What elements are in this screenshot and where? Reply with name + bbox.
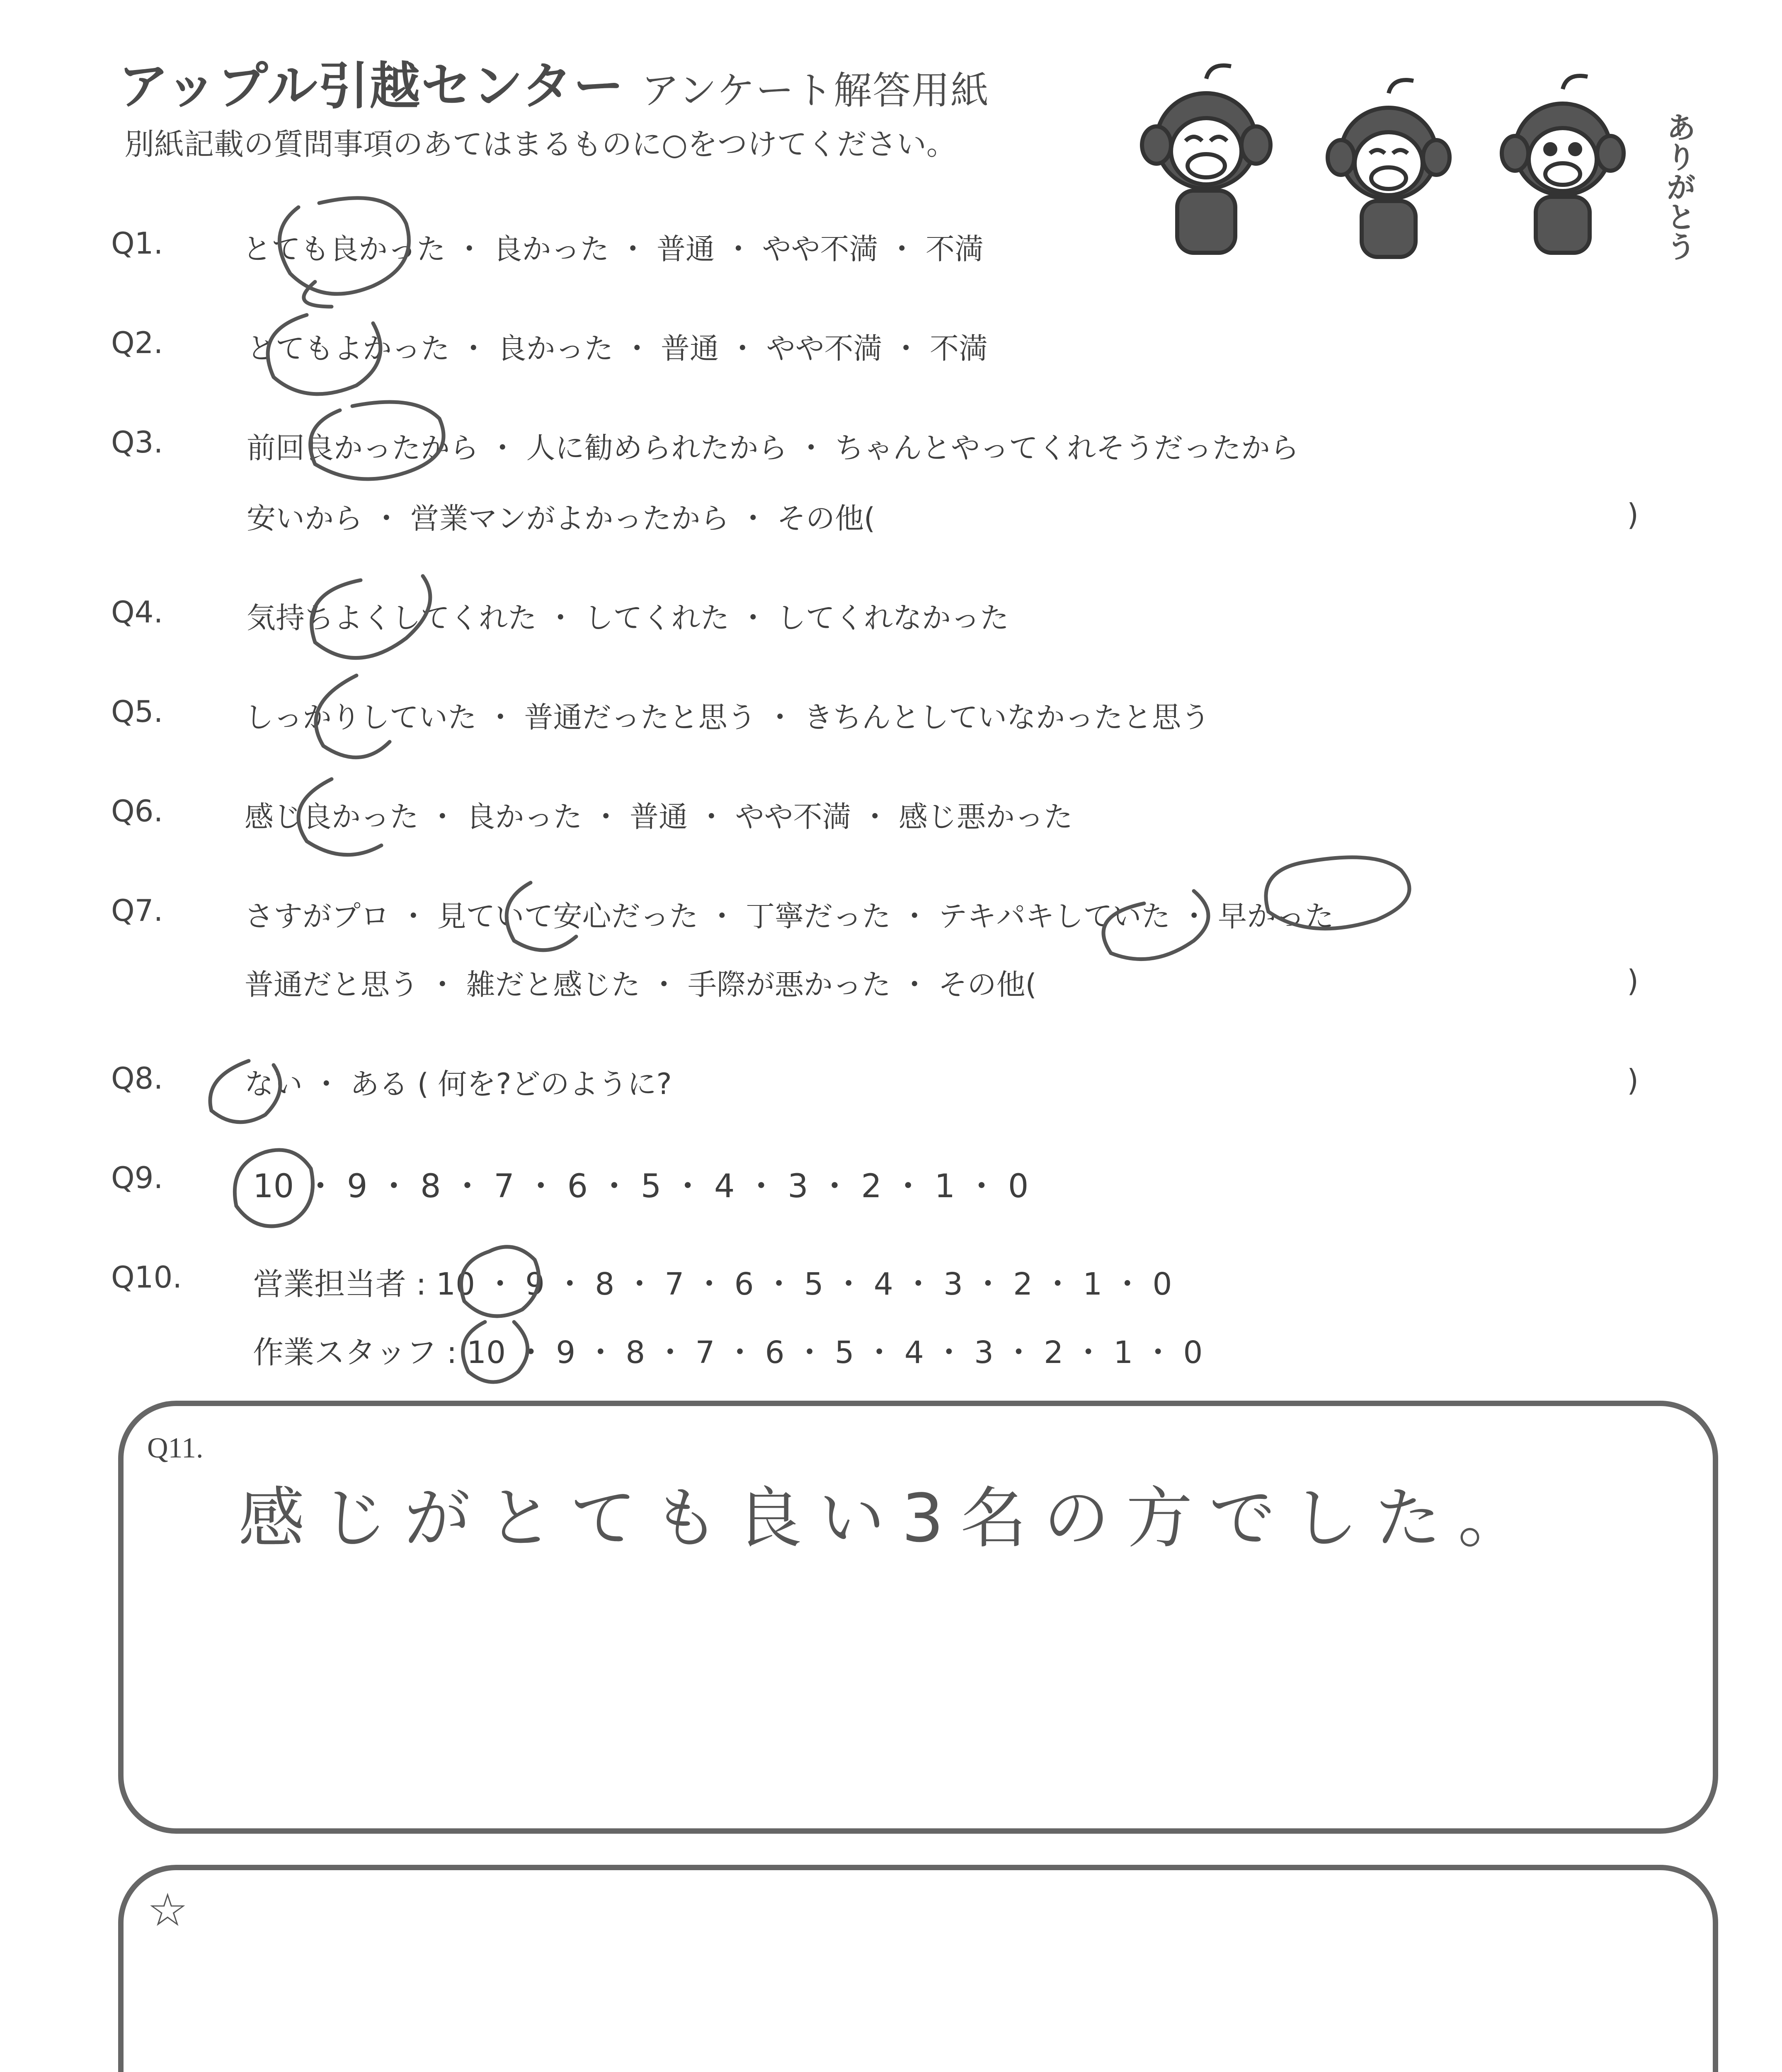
q9-circle-mark <box>235 1150 313 1226</box>
q1-options: とても良かった ・ 良かった ・ 普通 ・ やや不満 ・ 不満 <box>242 232 984 266</box>
q8-options: ない ・ ある ( 何を?どのように? <box>245 1067 672 1101</box>
mascot-text: ありがとう <box>1661 112 1696 261</box>
q8-close-paren: ) <box>1627 1063 1639 1098</box>
form-subtitle: アンケート解答用紙 <box>641 68 990 113</box>
q2-options: とてもよかった ・ 良かった ・ 普通 ・ やや不満 ・ 不満 <box>247 332 988 366</box>
q5-circle-mark <box>316 675 390 758</box>
q1-circle-mark <box>279 198 409 294</box>
q8-circle-mark <box>210 1061 280 1122</box>
q2-circle-mark <box>268 315 381 394</box>
q7-circle-mark-2 <box>1103 891 1208 959</box>
q8-label: Q8. <box>111 1061 163 1096</box>
q3-close-paren: ) <box>1627 497 1639 532</box>
q3-circle-mark <box>310 402 444 479</box>
q5-options: しっかりしていた ・ 普通だったと思う ・ きちんとしていなかったと思う <box>245 700 1210 734</box>
instruction-text: 別紙記載の質問事項のあてはまるものに○をつけてください。 <box>124 127 956 162</box>
q7-circle-mark-3 <box>1266 857 1409 929</box>
q4-circle-mark <box>312 576 430 658</box>
q10-label: Q10. <box>111 1260 182 1295</box>
q3-label: Q3. <box>111 425 163 460</box>
q4-options: 気持ちよくしてくれた ・ してくれた ・ してくれなかった <box>247 601 1009 635</box>
q7-label: Q7. <box>111 893 163 928</box>
q11-label: Q11. <box>147 1432 204 1464</box>
q6-circle-mark <box>298 779 381 855</box>
q7-options-line1: さすがプロ ・ 見ていて安心だった ・ 丁寧だった ・ テキパキしていた ・ 早かった <box>245 899 1334 933</box>
q7-close-paren: ) <box>1627 963 1639 998</box>
star-icon: ☆ <box>147 1883 188 1936</box>
q9-label: Q9. <box>111 1160 163 1195</box>
q10-sales-circle-mark <box>461 1247 539 1316</box>
q10-staff-circle-mark <box>463 1322 528 1382</box>
company-name: アップル引越センター <box>118 57 625 116</box>
q3-options-line2: 安いから ・ 営業マンがよかったから ・ その他( <box>247 501 875 535</box>
q3-options-line1: 前回良かったから ・ 人に勧められたから ・ ちゃんとやってくれそうだったから <box>247 431 1300 465</box>
comments-panel <box>118 1865 1718 2072</box>
q11-handwritten-answer: 感じがとても良い3名の方でした。 <box>238 1479 1541 1557</box>
q9-scale: 10 ・ 9 ・ 8 ・ 7 ・ 6 ・ 5 ・ 4 ・ 3 ・ 2 ・ 1 ・ 0 <box>253 1168 1029 1205</box>
q4-label: Q4. <box>111 595 163 629</box>
q6-label: Q6. <box>111 794 163 828</box>
q10-staff-scale: 作業スタッフ : 10 ・ 9 ・ 8 ・ 7 ・ 6 ・ 5 ・ 4 ・ 3 ・ 2 ・ 1 ・ 0 <box>253 1335 1203 1370</box>
q1-label: Q1. <box>111 226 163 261</box>
q6-options: 感じ良かった ・ 良かった ・ 普通 ・ やや不満 ・ 感じ悪かった <box>245 800 1073 834</box>
q7-circle-mark-1 <box>507 883 576 950</box>
q7-options-line2: 普通だと思う ・ 雑だと感じた ・ 手際が悪かった ・ その他( <box>245 968 1037 1002</box>
q2-label: Q2. <box>111 325 163 360</box>
q5-label: Q5. <box>111 694 163 729</box>
q10-sales-scale: 営業担当者 : 10 ・ 9 ・ 8 ・ 7 ・ 6 ・ 5 ・ 4 ・ 3 ・ 2 ・ 1 ・ 0 <box>253 1266 1172 1302</box>
